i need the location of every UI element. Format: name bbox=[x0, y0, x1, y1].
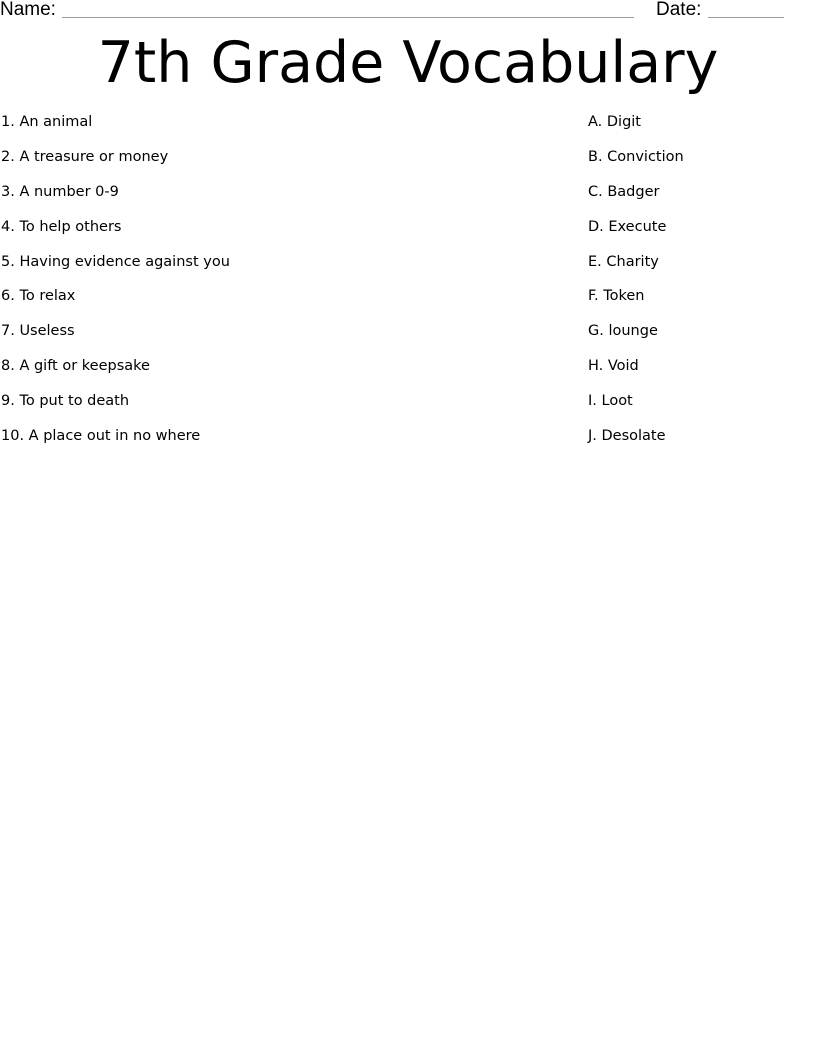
word-bank-item: A. Digit bbox=[588, 114, 641, 130]
word-bank-item: H. Void bbox=[588, 358, 639, 375]
clue-item: 10. A place out in no where bbox=[1, 428, 201, 445]
word-bank-item: F. Token bbox=[588, 288, 645, 305]
name-label: Name: bbox=[0, 0, 56, 20]
clue-item: 4. To help others bbox=[1, 218, 122, 235]
clue-item: 5. Having evidence against you bbox=[1, 253, 230, 270]
clue-item: 8. A gift or keepsake bbox=[1, 358, 150, 375]
word-bank-item: B. Conviction bbox=[588, 148, 684, 165]
word-bank-item: I. Loot bbox=[588, 393, 633, 410]
clue-item: 2. A treasure or money bbox=[1, 148, 169, 165]
word-bank-item: D. Execute bbox=[588, 218, 667, 235]
clue-item: 6. To relax bbox=[1, 288, 76, 305]
date-label: Date: bbox=[656, 0, 702, 20]
word-bank-item: G. lounge bbox=[588, 323, 658, 340]
clue-item: 7. Useless bbox=[1, 323, 75, 340]
clue-item: 3. A number 0-9 bbox=[1, 183, 119, 200]
word-bank-item: C. Badger bbox=[588, 183, 660, 200]
date-blank-line bbox=[708, 17, 784, 18]
worksheet-header bbox=[0, 0, 816, 22]
word-bank-list bbox=[588, 112, 808, 461]
clue-item: 9. To put to death bbox=[1, 393, 130, 410]
clue-item: 1. An animal bbox=[1, 114, 93, 130]
clue-list bbox=[1, 112, 481, 461]
page-title: 7th Grade Vocabulary bbox=[97, 30, 719, 96]
name-blank-line bbox=[62, 17, 634, 18]
word-bank-item: J. Desolate bbox=[588, 428, 666, 445]
word-bank-item: E. Charity bbox=[588, 253, 659, 270]
